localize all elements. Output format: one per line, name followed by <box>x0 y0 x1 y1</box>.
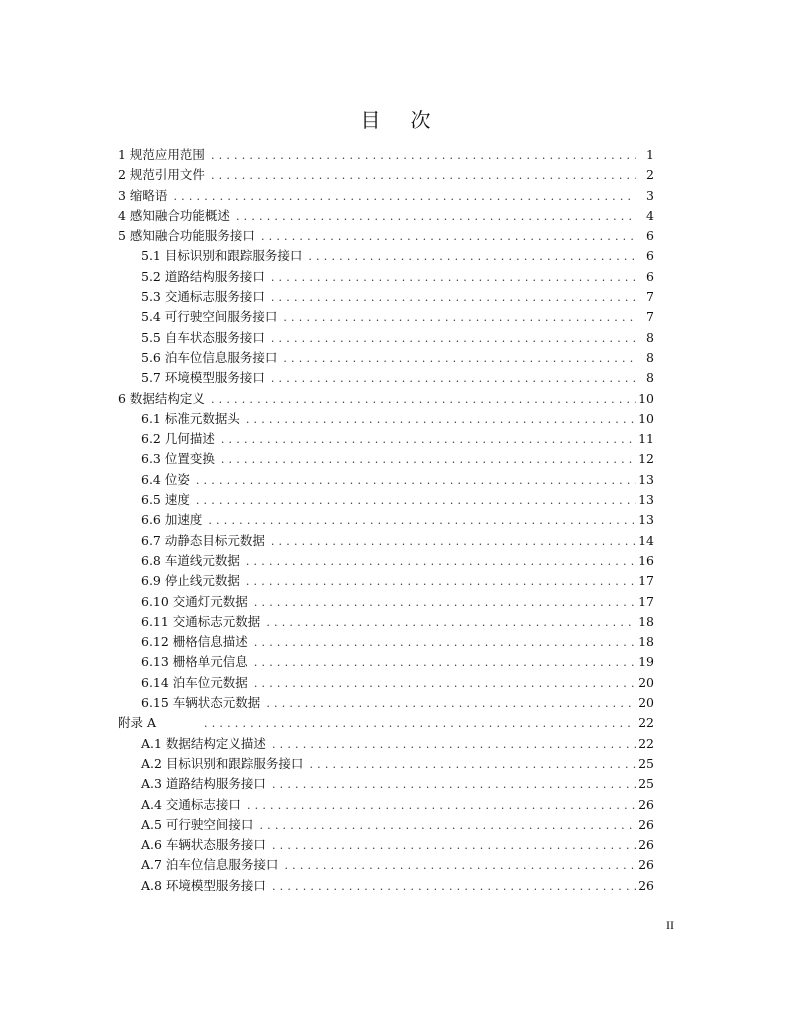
toc-entry[interactable] <box>118 652 654 672</box>
toc-entry-label: A.6 车辆状态服务接口 <box>141 837 266 853</box>
toc-dot-leader <box>272 877 636 897</box>
toc-dot-leader <box>309 755 636 775</box>
toc-dot-leader <box>254 633 636 653</box>
page-number: II <box>666 918 674 932</box>
toc-entry-page-number: 19 <box>638 654 654 670</box>
page-title <box>0 104 791 133</box>
title-char-1: 目 <box>360 108 381 132</box>
toc-dot-leader <box>173 187 636 207</box>
toc-dot-leader <box>272 735 636 755</box>
toc-entry-page-number: 25 <box>638 776 654 792</box>
toc-entry-page-number: 25 <box>638 755 654 771</box>
toc-entry[interactable] <box>118 226 654 246</box>
toc-entry-page-number: 7 <box>646 309 654 325</box>
toc-dot-leader <box>221 430 636 450</box>
toc-dot-leader <box>308 247 636 267</box>
toc-entry-page-number: 7 <box>646 289 654 305</box>
toc-entry-label: 5.1 目标识别和跟踪服务接口 <box>141 248 303 264</box>
toc-entry-label: 6.12 栅格信息描述 <box>141 634 248 650</box>
toc-dot-leader <box>196 491 636 511</box>
toc-entry-label: 6.3 位置变换 <box>141 451 215 467</box>
title-char-2: 次 <box>410 108 431 132</box>
toc-dot-leader <box>247 796 636 816</box>
toc-entry-page-number: 8 <box>646 329 654 345</box>
toc-entry[interactable] <box>118 835 654 855</box>
toc-entry-page-number: 17 <box>638 593 654 609</box>
toc-entry-label: 6.13 栅格单元信息 <box>141 654 248 670</box>
toc-dot-leader <box>246 572 636 592</box>
toc-entry-label: 6.11 交通标志元数据 <box>141 613 261 629</box>
toc-entry[interactable] <box>118 206 654 226</box>
toc-entry[interactable] <box>118 774 654 794</box>
toc-dot-leader <box>196 471 636 491</box>
toc-dot-leader <box>211 390 636 410</box>
toc-entry[interactable] <box>118 389 654 409</box>
toc-dot-leader <box>204 714 636 734</box>
toc-entry-page-number: 10 <box>638 390 654 406</box>
toc-entry-label: 6 数据结构定义 <box>118 390 205 406</box>
toc-entry[interactable] <box>118 693 654 713</box>
toc-entry[interactable] <box>118 855 654 875</box>
toc-entry-label: 5.6 泊车位信息服务接口 <box>141 349 278 365</box>
toc-entry[interactable] <box>118 673 654 693</box>
toc-entry-page-number: 26 <box>638 816 654 832</box>
toc-dot-leader <box>254 674 636 694</box>
toc-entry-label: 5 感知融合功能服务接口 <box>118 228 255 244</box>
toc-entry-label: 1 规范应用范围 <box>118 147 205 162</box>
toc-entry[interactable] <box>118 165 654 185</box>
toc-entry-page-number: 2 <box>646 167 654 183</box>
toc-entry[interactable] <box>118 307 654 327</box>
toc-entry[interactable] <box>118 368 654 388</box>
toc-entry-label: A.4 交通标志接口 <box>141 796 241 812</box>
toc-entry-page-number: 6 <box>646 268 654 284</box>
toc-entry[interactable] <box>118 531 654 551</box>
toc-entry-label: 5.5 自车状态服务接口 <box>141 329 265 345</box>
toc-entry-label: A.1 数据结构定义描述 <box>141 735 266 751</box>
toc-dot-leader <box>271 288 636 308</box>
toc-entry-page-number: 20 <box>638 674 654 690</box>
toc-entry-page-number: 8 <box>646 370 654 386</box>
toc-entry-label: 6.4 位姿 <box>141 471 190 487</box>
toc-entry[interactable] <box>118 348 654 368</box>
toc-entry-label: 6.1 标准元数据头 <box>141 410 240 426</box>
toc-entry-label: 5.2 道路结构服务接口 <box>141 268 265 284</box>
toc-entry-label: A.3 道路结构服务接口 <box>141 776 266 792</box>
toc-dot-leader <box>261 227 636 247</box>
toc-entry-page-number: 13 <box>638 492 654 508</box>
toc-entry[interactable] <box>118 876 654 896</box>
toc-entry[interactable] <box>118 328 654 348</box>
toc-dot-leader <box>254 593 636 613</box>
toc-entry-page-number: 18 <box>638 634 654 650</box>
toc-entry-page-number: 10 <box>638 410 654 426</box>
toc-entry[interactable] <box>118 145 654 165</box>
toc-entry[interactable] <box>118 754 654 774</box>
toc-entry-label: 2 规范引用文件 <box>118 167 205 183</box>
toc-dot-leader <box>221 450 636 470</box>
toc-entry-page-number: 8 <box>646 349 654 365</box>
toc-entry[interactable] <box>118 267 654 287</box>
toc-entry[interactable] <box>118 449 654 469</box>
toc-entry-label: 6.14 泊车位元数据 <box>141 674 248 690</box>
toc-entry[interactable] <box>118 246 654 266</box>
toc-entry-page-number: 22 <box>638 735 654 751</box>
toc-dot-leader <box>246 410 636 430</box>
toc-entry-page-number: 13 <box>638 471 654 487</box>
toc-entry-label: 5.4 可行驶空间服务接口 <box>141 309 278 325</box>
toc-entry-page-number: 11 <box>638 431 654 447</box>
toc-entry-label: A.5 可行驶空间接口 <box>141 816 254 832</box>
toc-entry[interactable] <box>118 490 654 510</box>
toc-entry-label: 附录 A <box>118 715 157 731</box>
toc-entry[interactable] <box>118 734 654 754</box>
toc-dot-leader <box>271 369 636 389</box>
toc-entry-label: A.7 泊车位信息服务接口 <box>141 857 279 873</box>
toc-dot-leader <box>211 146 636 166</box>
toc-entry-label: 6.2 几何描述 <box>141 431 215 447</box>
toc-entry[interactable] <box>118 551 654 571</box>
toc-entry-page-number: 26 <box>638 837 654 853</box>
toc-entry-page-number: 13 <box>638 512 654 528</box>
toc-entry-page-number: 26 <box>638 857 654 873</box>
toc-entry[interactable] <box>118 186 654 206</box>
toc-entry[interactable] <box>118 815 654 835</box>
toc-dot-leader <box>271 329 636 349</box>
toc-entry-page-number: 18 <box>638 613 654 629</box>
toc-entry[interactable] <box>118 632 654 652</box>
toc-dot-leader <box>284 856 636 876</box>
toc-entry-page-number: 4 <box>646 207 654 223</box>
toc-entry-page-number: 14 <box>638 532 654 548</box>
toc-entry-page-number: 22 <box>638 715 654 731</box>
toc-entry-label: 5.7 环境模型服务接口 <box>141 370 265 386</box>
toc-entry-page-number: 3 <box>646 187 654 203</box>
toc-entry-label: A.8 环境模型服务接口 <box>141 877 266 893</box>
toc-dot-leader <box>283 308 636 328</box>
toc-entry-label: 6.6 加速度 <box>141 512 203 528</box>
toc-entry-label: 6.8 车道线元数据 <box>141 552 240 568</box>
table-of-contents <box>118 145 654 896</box>
toc-entry[interactable] <box>118 795 654 815</box>
toc-entry-page-number: 6 <box>646 248 654 264</box>
toc-dot-leader <box>272 775 636 795</box>
toc-entry[interactable] <box>118 571 654 591</box>
toc-entry-label: 6.9 停止线元数据 <box>141 573 240 589</box>
toc-entry[interactable] <box>118 713 654 733</box>
toc-entry-label: 4 感知融合功能概述 <box>118 207 230 223</box>
toc-entry-label: 3 缩略语 <box>118 187 168 203</box>
toc-entry[interactable] <box>118 287 654 307</box>
toc-entry-page-number: 16 <box>638 552 654 568</box>
toc-entry-label: 6.10 交通灯元数据 <box>141 593 248 609</box>
toc-dot-leader <box>271 532 636 552</box>
toc-dot-leader <box>236 207 636 227</box>
toc-dot-leader <box>211 166 636 186</box>
toc-dot-leader <box>266 613 636 633</box>
toc-entry-label: 6.5 速度 <box>141 492 190 508</box>
toc-dot-leader <box>208 511 636 531</box>
toc-entry[interactable] <box>118 510 654 530</box>
toc-entry-page-number: 17 <box>638 573 654 589</box>
toc-entry-page-number: 26 <box>638 796 654 812</box>
toc-entry-label: 6.15 车辆状态元数据 <box>141 695 261 711</box>
toc-entry-label: 6.7 动静态目标元数据 <box>141 532 265 548</box>
toc-entry-page-number: 20 <box>638 695 654 711</box>
toc-entry-page-number: 6 <box>646 228 654 244</box>
toc-dot-leader <box>272 836 636 856</box>
toc-entry-label: A.2 目标识别和跟踪服务接口 <box>141 755 304 771</box>
toc-dot-leader <box>259 816 636 836</box>
toc-entry[interactable] <box>118 592 654 612</box>
toc-entry-page-number: 26 <box>638 877 654 893</box>
toc-entry[interactable] <box>118 409 654 429</box>
toc-entry-label: 5.3 交通标志服务接口 <box>141 289 265 305</box>
toc-entry-page-number: 1 <box>646 147 654 162</box>
toc-entry[interactable] <box>118 612 654 632</box>
toc-entry-page-number: 12 <box>638 451 654 467</box>
toc-entry[interactable] <box>118 470 654 490</box>
toc-dot-leader <box>254 653 636 673</box>
toc-entry[interactable] <box>118 429 654 449</box>
toc-dot-leader <box>283 349 636 369</box>
toc-dot-leader <box>246 552 636 572</box>
toc-dot-leader <box>266 694 636 714</box>
toc-dot-leader <box>271 268 636 288</box>
